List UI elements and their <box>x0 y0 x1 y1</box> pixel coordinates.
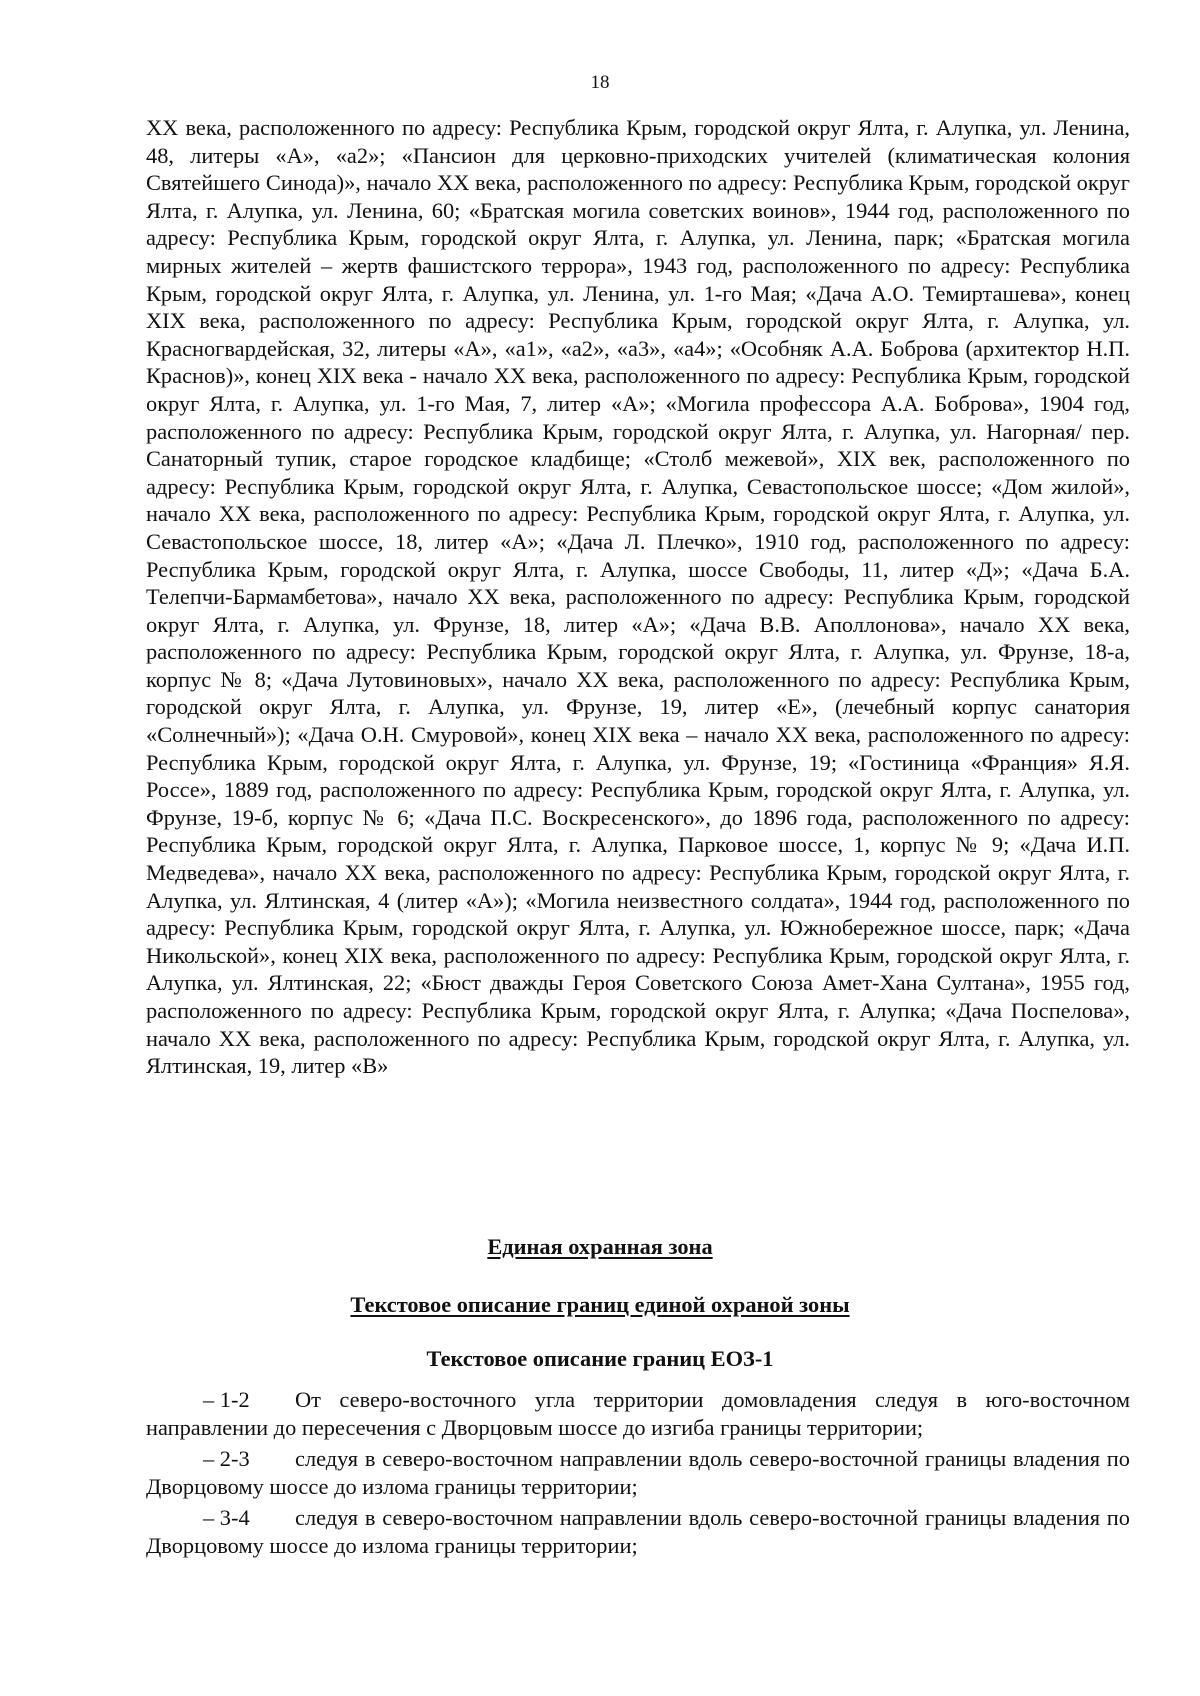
boundary-item-marker: – 3-4 <box>203 1505 250 1531</box>
boundary-item-text: От северо-восточного угла территории домовладения следуя в юго-восточном направлении до пересечения с Дворцовым шоссе до изгиба границы территории; <box>146 1387 1130 1440</box>
boundary-item <box>146 1445 1130 1500</box>
boundary-item-text: следуя в северо-восточном направлении вдоль северо-восточной границы владения по Дворцовому шоссе до излома границы территории; <box>146 1446 1130 1499</box>
boundary-item-marker: – 1-2 <box>203 1387 250 1412</box>
body-paragraph: XX века, расположенного по адресу: Республика Крым, городской округ Ялта, г. Алупка, ул. Ленина, 48, литеры «А», «а2»; «Пансион для церковно-приходских учителей (климатическая колония Святейшего Синода)», начало XX века, расположенного по адресу: Республика Крым, городской округ Ялта, г. Алупка, ул. Ленина, 60; «Братская могила советских воинов», 1944 год, расположенного по адресу: Республика Крым, городской округ Ялта, г. Алупка, ул. Ленина, парк; «Братская могила мирных жителей – жертв фашистского террора», 1943 год, расположенного по адресу: Республика Крым, городской округ Ялта, г. Алупка, ул. Ленина, ул. 1-го Мая; «Дача А.О. Темирташева», конец XIX века, расположенного по адресу: Республика Крым, городской округ Ялта, г. Алупка, ул. Красногвардейская, 32, литеры «А», «а1», «а2», «а3», «а4»; «Особняк А.А. Боброва (архитектор Н.П. Краснов)», конец XIX века - начало XX века, расположенного по адресу: Республика Крым, городской округ Ялта, г. Алупка, ул. 1-го Мая, 7, литер «А»; «Могила профессора А.А. Боброва», 1904 год, расположенного по адресу: Республика Крым, городской округ Ялта, г. Алупка, ул. Нагорная/ пер. Санаторный тупик, старое городское кладбище; «Столб межевой», XIX век, расположенного по адресу: Республика Крым, городской округ Ялта, г. Алупка, Севастопольское шоссе; «Дом жилой», начало XX века, расположенного по адресу: Республика Крым, городской округ Ялта, г. Алупка, ул. Севастопольское шоссе, 18, литер «А»; «Дача Л. Плечко», 1910 год, расположенного по адресу: Республика Крым, городской округ Ялта, г. Алупка, шоссе Свободы, 11, литер «Д»; «Дача Б.А. Телепчи-Бармамбетова», начало XX века, расположенного по адресу: Республика Крым, городской округ Ялта, г. Алупка, ул. Фрунзе, 18, литер «А»; «Дача В.В. Аполлонова», начало XX века, расположенного по адресу: Республика Крым, городской округ Ялта, г. Алупка, ул. Фрунзе, 18-а, корпус № 8; «Дача Лутовиновых», начало XX века, расположенного по адресу: Республика Крым, городской округ Ялта, г. Алупка, ул. Фрунзе, 19, литер «Е», (лечебный корпус санатория «Солнечный»); «Дача О.Н. Смуровой», конец XIX века – начало XX века, расположенного по адресу: Республика Крым, городской округ Ялта, г. Алупка, ул. Фрунзе, 19; «Гостиница «Франция» Я.Я. Россе», 1889 год, расположенного по адресу: Республика Крым, городской округ Ялта, г. Алупка, ул. Фрунзе, 19-б, корпус № 6; «Дача П.С. Воскресенского», до 1896 года, расположенного по адресу: Республика Крым, городской округ Ялта, г. Алупка, Парковое шоссе, 1, корпус № 9; «Дача И.П. Медведева», начало XX века, расположенного по адресу: Республика Крым, городской округ Ялта, г. Алупка, ул. Ялтинская, 4 (литер «А»); «Могила неизвестного солдата», 1944 год, расположенного по адресу: Республика Крым, городской округ Ялта, г. Алупка, ул. Южнобережное шоссе, парк; «Дача Никольской», конец XIX века, расположенного по адресу: Республика Крым, городской округ Ялта, г. Алупка, ул. Ялтинская, 22; «Бюст дважды Героя Советского Союза Амет-Хана Султана», 1955 год, расположенного по адресу: Республика Крым, городской округ Ялта, г. Алупка; «Дача Поспелова», начало XX века, расположенного по адресу: Республика Крым, городской округ Ялта, г. Алупка, ул. Ялтинская, 19, литер «В» <box>146 115 1130 1079</box>
boundary-item <box>146 1386 1130 1441</box>
boundary-item-marker: – 2-3 <box>203 1446 250 1472</box>
boundary-item-text: следуя в северо-восточном направлении вдоль северо-восточной границы владения по Дворцовому шоссе до излома границы территории; <box>146 1505 1130 1558</box>
boundary-item <box>146 1504 1130 1559</box>
section-heading-description: Текстовое описание границ единой охраной зоны <box>350 1292 850 1317</box>
section-heading-zone: Единая охранная зона <box>487 1234 713 1259</box>
page-number: 18 <box>590 72 610 93</box>
boundary-list <box>146 1386 1130 1564</box>
section-heading-eoz1: Текстовое описание границ ЕОЗ-1 <box>426 1346 774 1371</box>
